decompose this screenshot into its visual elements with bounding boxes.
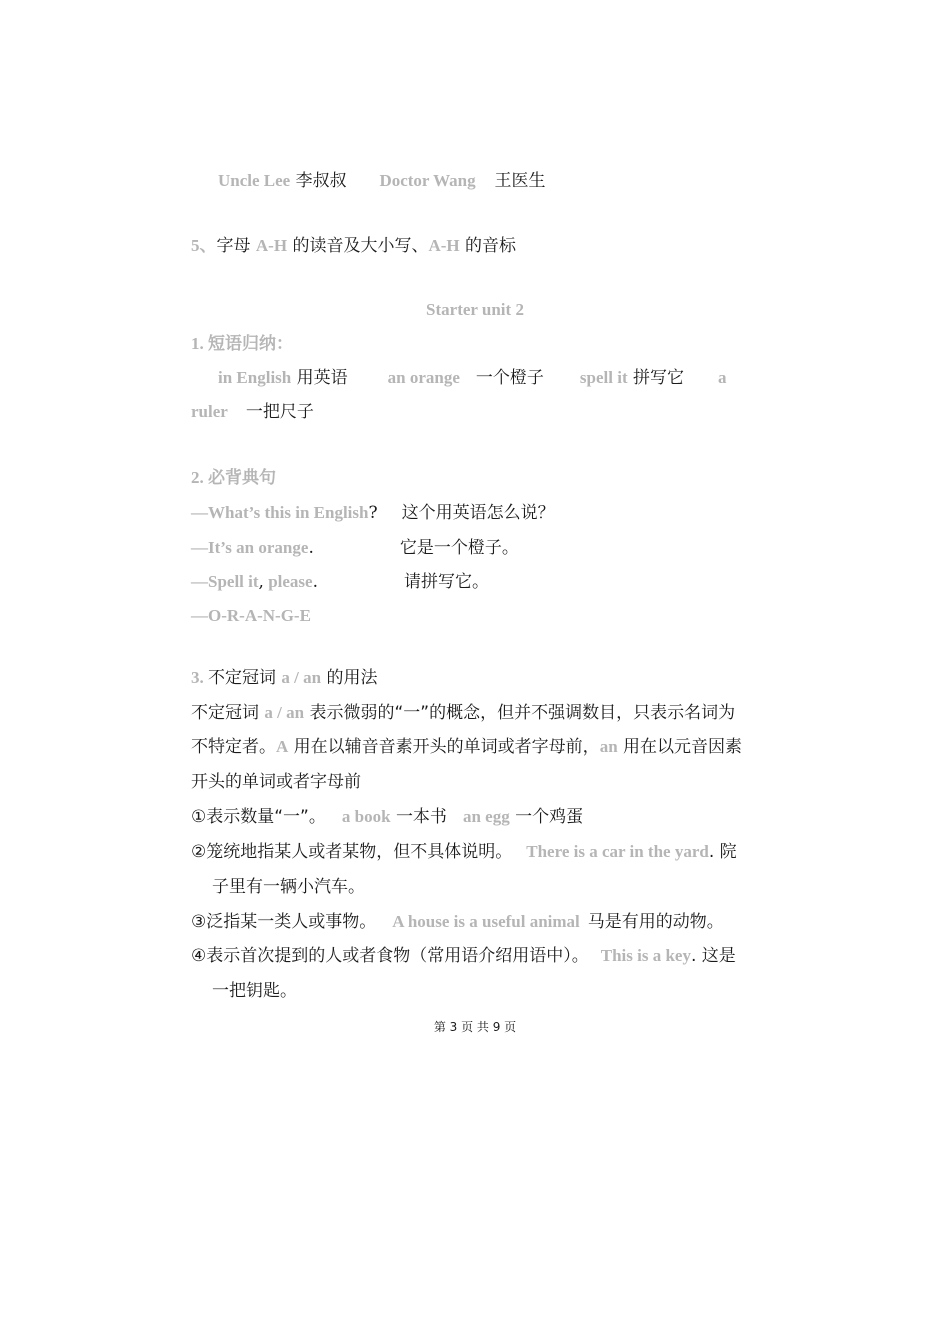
usage-item-1: ①表示数量“一”。 a book 一本书 an egg 一个鸡蛋 [191, 807, 584, 827]
section-2-heading: 2. 必背典句 [191, 468, 276, 487]
names-line [218, 170, 545, 192]
name-en: Doctor Wang [379, 171, 476, 190]
unit-title: Starter unit 2 [426, 300, 524, 319]
usage-item-4: ④表示首次提到的人或者食物（常用语介绍用语中）。 This is a key. 这是 [191, 946, 736, 966]
sentence-2: —It’s an orange. 它是一个橙子。 [191, 538, 519, 558]
sentence-4: —O-R-A-N-G-E [191, 606, 311, 625]
phrase-line: in English 用英语 an orange 一个橙子 spell it 拼写它 a [218, 368, 727, 388]
usage-item-2-cont: 子里有一辆小汽车。 [212, 877, 365, 897]
sentence-3: —Spell it, please. 请拼写它。 [191, 572, 489, 592]
para-line: 不特定者。A 用在以辅音音素开头的单词或者字母前，an 用在以元音因素 [191, 737, 743, 757]
usage-item-3: ③泛指某一类人或事物。 A house is a useful animal 马是有用的动物。 [191, 912, 724, 932]
section-1-heading: 1. 短语归纳： [191, 334, 293, 353]
page-footer: 第 3 页 共 9 页 [433, 1020, 517, 1034]
item-5: 5、字母 A-H 的读音及大小写、A-H 的音标 [191, 236, 517, 256]
sentence-1: —What’s this in English? 这个用英语怎么说？ [191, 503, 555, 523]
name-en: Uncle Lee [218, 171, 291, 190]
para-line: 开头的单词或者字母前 [191, 772, 361, 792]
phrase-line-2: ruler 一把尺子 [191, 402, 314, 422]
name-cn: 李叔叔 [295, 171, 347, 191]
name-cn: 王医生 [494, 171, 546, 191]
para-line: 不定冠词 a / an 表示微弱的“一”的概念，但并不强调数目，只表示名词为 [191, 703, 736, 723]
usage-item-4-cont: 一把钥匙。 [212, 981, 297, 1001]
usage-item-2: ②笼统地指某人或者某物，但不具体说明。 There is a car in the yard. 院 [191, 842, 737, 862]
section-3-heading: 3. 不定冠词 a / an 的用法 [191, 668, 378, 688]
